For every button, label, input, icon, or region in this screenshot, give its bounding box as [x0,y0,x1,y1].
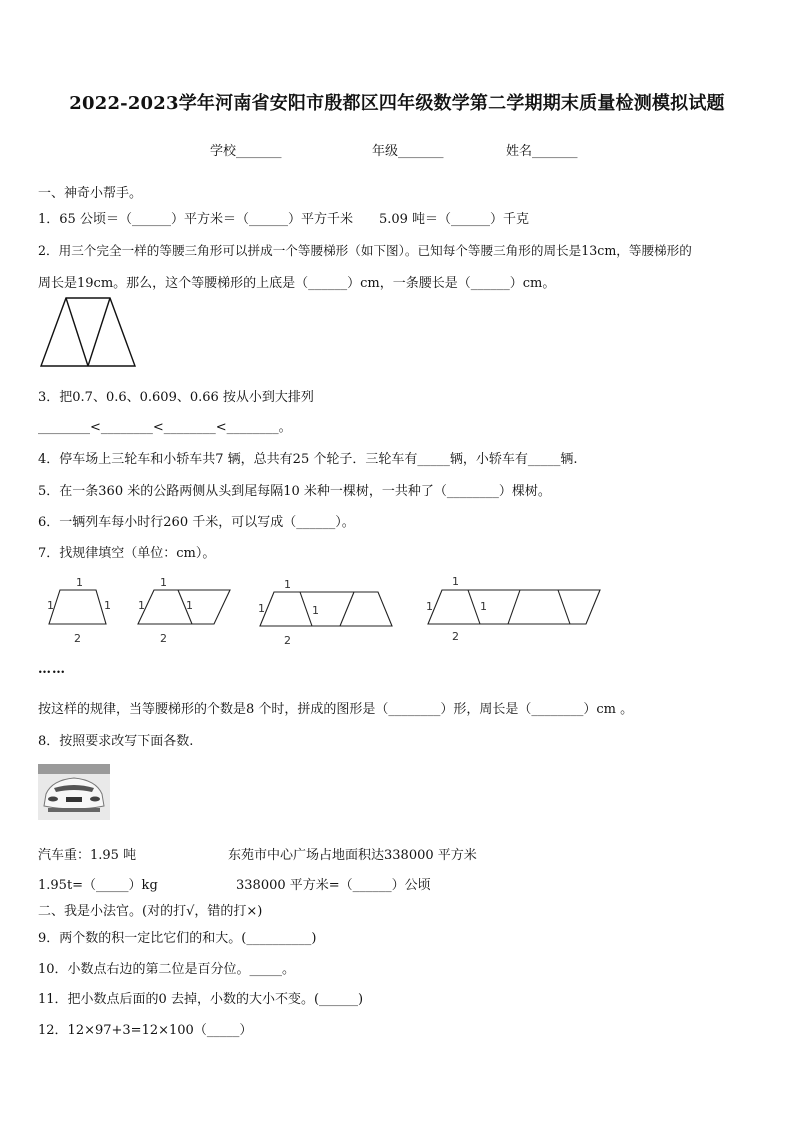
trapezoid-outline [41,298,135,366]
question-6: 6．一辆列车每小时行260 千米，可以写成（______）。 [38,515,355,530]
square-area-label: 东苑市中心广场占地面积达338000 平方米 [228,848,477,863]
label-top: 1 [76,576,83,589]
question-12: 12．12×97+3=12×100（_____） [38,1023,253,1038]
conversion-2: 338000 平方米=（______）公顷 [236,878,431,893]
pattern-ellipsis: …… [38,662,66,677]
conversion-1: 1.95t=（_____）kg [38,878,158,893]
question-3-blanks: ________<________<________<________。 [38,420,292,435]
school-field: 学校_______ [210,144,282,159]
divider-1 [300,592,312,626]
question-7-answer: 按这样的规律，当等腰梯形的个数是8 个时，拼成的图形是（________）形，周长是（________）cm 。 [38,702,634,717]
section-2-heading: 二、我是小法官。(对的打√，错的打×) [38,904,263,919]
divider-2 [340,592,354,626]
name-field: 姓名_______ [506,144,578,159]
question-9: 9．两个数的积一定比它们的和大。(__________) [38,931,317,946]
pattern-figure-4 [424,574,604,646]
section-1-heading: 一、神奇小帮手。 [38,186,143,201]
question-4: 4．停车场上三轮车和小轿车共7 辆，总共有25 个轮子．三轮车有_____辆，小轿车有_____辆. [38,452,578,467]
divider-1 [468,590,480,624]
label-left: 1 [47,599,54,612]
car-image [38,764,110,820]
question-10: 10．小数点右边的第二位是百分位。_____。 [38,962,296,977]
parallelogram-shape [260,592,392,626]
car-weight-label: 汽车重：1.95 吨 [38,848,137,863]
question-2-line-1: 2．用三个完全一样的等腰三角形可以拼成一个等腰梯形（如下图）。已知每个等腰三角形的周长是13cm，等腰梯形的 [38,243,692,258]
label-mid: 1 [480,600,487,613]
pattern-figure-3 [256,576,396,648]
triangle-divider-left [66,298,88,366]
question-5: 5．在一条360 米的公路两侧从头到尾每隔10 米种一棵树，一共种了（________）棵树。 [38,484,551,499]
parallelogram-shape [138,590,230,624]
label-left: 1 [138,599,145,612]
question-3: 3．把0.7、0.6、0.609、0.66 按从小到大排列 [38,390,314,405]
label-bottom: 2 [452,630,459,643]
page-title: 2022-2023学年河南省安阳市殷都区四年级数学第二学期期末质量检测模拟试题 [69,93,725,114]
question-2-line-2: 周长是19cm。那么，这个等腰梯形的上底是（______）cm，一条腰长是（______）cm。 [38,276,556,291]
label-left: 1 [258,602,265,615]
trapezoid-figure [38,296,138,368]
label-mid: 1 [312,604,319,617]
pattern-figure-2 [136,576,236,646]
label-top: 1 [284,578,291,591]
label-left: 1 [426,600,433,613]
label-bottom: 2 [284,634,291,647]
divider-2 [508,590,520,624]
grade-field: 年级_______ [372,144,444,159]
label-top: 1 [452,575,459,588]
label-right: 1 [104,599,111,612]
question-8: 8．按照要求改写下面各数. [38,734,194,749]
label-bottom: 2 [160,632,167,645]
question-11: 11．把小数点后面的0 去掉，小数的大小不变。(______) [38,992,364,1007]
label-bottom: 2 [74,632,81,645]
pattern-figure-1 [44,576,114,646]
trapezoid-shape [49,590,106,624]
triangle-divider-right [88,298,110,366]
question-7: 7．找规律填空（单位：cm）。 [38,546,216,561]
label-top: 1 [160,576,167,589]
divider-3 [558,590,570,624]
question-1: 1．65 公顷＝（______）平方米＝（______）平方千米 5.09 吨＝（______）千克 [38,212,530,227]
label-mid: 1 [186,599,193,612]
